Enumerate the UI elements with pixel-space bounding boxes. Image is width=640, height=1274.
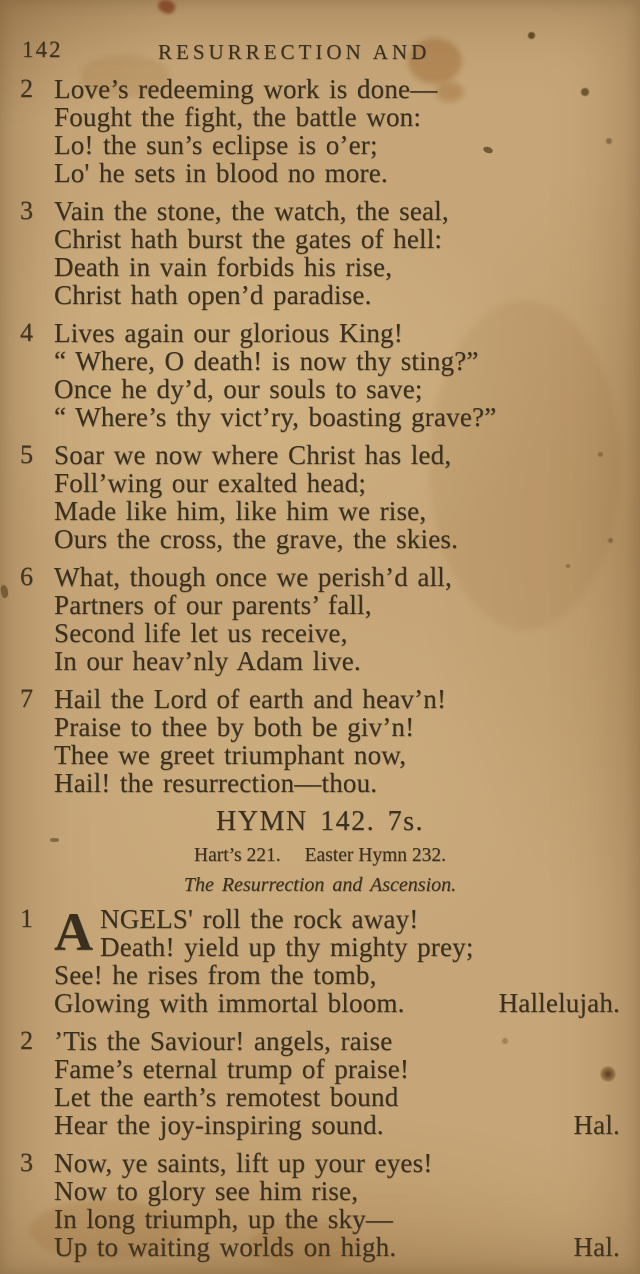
verse-line: Hail! the resurrection—thou.	[54, 768, 378, 798]
refrain-label: Hal.	[573, 1232, 620, 1262]
verse-line: What, though once we perish’d all,	[54, 562, 452, 592]
verse-line-text: Up to waiting worlds on high.	[54, 1232, 397, 1262]
verse	[20, 1027, 620, 1139]
verse-line: “ Where, O death! is now thy sting?”	[54, 346, 479, 376]
previous-hymn-verses	[20, 75, 620, 797]
verse-number: 6	[20, 562, 33, 591]
verse-line: Hail the Lord of earth and heav’n!	[54, 684, 447, 714]
tune-reference: Easter Hymn 232.	[304, 845, 446, 866]
verse-line: Second life let us receive,	[54, 618, 348, 648]
verse	[20, 1149, 620, 1261]
verse-line: “ Where’s thy vict’ry, boasting grave?”	[54, 402, 497, 432]
verse-number: 3	[20, 196, 33, 225]
verse-number: 1	[20, 904, 33, 933]
verse-line: ’Tis the Saviour! angels, raise	[54, 1026, 393, 1056]
verse-lines	[54, 1149, 620, 1261]
verse-line: NGELS' roll the rock away!	[100, 904, 419, 934]
page-number: 142	[22, 37, 63, 62]
refrain-label: Hal.	[573, 1110, 620, 1140]
hymn-heading	[20, 807, 620, 897]
verse-line: Thee we greet triumphant now,	[54, 740, 407, 770]
verse-line: In long triumph, up the sky—	[54, 1204, 394, 1234]
verse-number: 2	[20, 1026, 33, 1055]
refrain-label: Hallelujah.	[498, 988, 620, 1018]
verse-line-text: Hear the joy-inspiring sound.	[54, 1110, 384, 1140]
verse	[20, 685, 620, 797]
verse	[20, 319, 620, 431]
verse-lines	[54, 1027, 620, 1139]
verse-line	[54, 989, 620, 1017]
verse-line: Lo' he sets in blood no more.	[54, 158, 388, 188]
verse-number: 7	[20, 684, 33, 713]
running-head	[20, 36, 620, 63]
verse-line: Death in vain forbids his rise,	[54, 252, 393, 282]
verse-line: In our heav’nly Adam live.	[54, 646, 361, 676]
hymn-title: HYMN 142. 7s.	[216, 806, 424, 837]
verse-line: Now to glory see him rise,	[54, 1176, 359, 1206]
verse	[20, 75, 620, 187]
verse-line: Once he dy’d, our souls to save;	[54, 374, 423, 404]
verse-lines	[54, 902, 620, 1018]
verse-line: Christ hath open’d paradise.	[54, 280, 372, 310]
verse-line: Death! yield up thy mighty prey;	[100, 932, 474, 962]
verse-line: Praise to thee by both be giv’n!	[54, 712, 415, 742]
tune-reference: Hart’s 221.	[193, 845, 281, 866]
verse-number: 5	[20, 440, 33, 469]
running-title: RESURRECTION AND	[158, 40, 431, 64]
verse-lines	[54, 197, 620, 309]
verse-line: Partners of our parents’ fall,	[54, 590, 372, 620]
verse-number: 2	[20, 74, 33, 103]
verse-lines	[54, 441, 620, 553]
verse-line: Foll’wing our exalted head;	[54, 468, 367, 498]
drop-cap-block	[54, 902, 620, 962]
verse-line: Ours the cross, the grave, the skies.	[54, 524, 459, 554]
verse-line	[54, 1233, 620, 1261]
drop-cap: A	[54, 902, 93, 962]
hymn-subject: The Resurrection and Ascension.	[183, 874, 457, 896]
current-hymn-verses	[20, 902, 620, 1262]
verse-line: Christ hath burst the gates of hell:	[54, 224, 443, 254]
verse-line: Made like him, like him we rise,	[54, 496, 427, 526]
verse-lines	[54, 685, 620, 797]
verse-line: Fought the fight, the battle won:	[54, 102, 422, 132]
verse-number: 3	[20, 1148, 33, 1177]
verse-line: Love’s redeeming work is done—	[54, 74, 438, 104]
verse-line: Now, ye saints, lift up your eyes!	[54, 1148, 433, 1178]
verse-lines	[54, 75, 620, 187]
tune-references	[20, 844, 620, 868]
verse-line: Vain the stone, the watch, the seal,	[54, 196, 449, 226]
verse	[20, 197, 620, 309]
verse-lines	[54, 563, 620, 675]
verse	[20, 902, 620, 1018]
verse-line: Lo! the sun’s eclipse is o’er;	[54, 130, 378, 160]
verse-line-text: Glowing with immortal bloom.	[54, 988, 405, 1018]
verse-line: Fame’s eternal trump of praise!	[54, 1054, 410, 1084]
verse	[20, 441, 620, 553]
verse-number: 4	[20, 318, 33, 347]
verse-line: Soar we now where Christ has led,	[54, 440, 452, 470]
verse-line: Let the earth’s remotest bound	[54, 1082, 399, 1112]
verse-line: Lives again our glorious King!	[54, 318, 403, 348]
verse-line: See! he rises from the tomb,	[54, 960, 377, 990]
verse-lines	[54, 319, 620, 431]
verse-line	[54, 1111, 620, 1139]
verse	[20, 563, 620, 675]
